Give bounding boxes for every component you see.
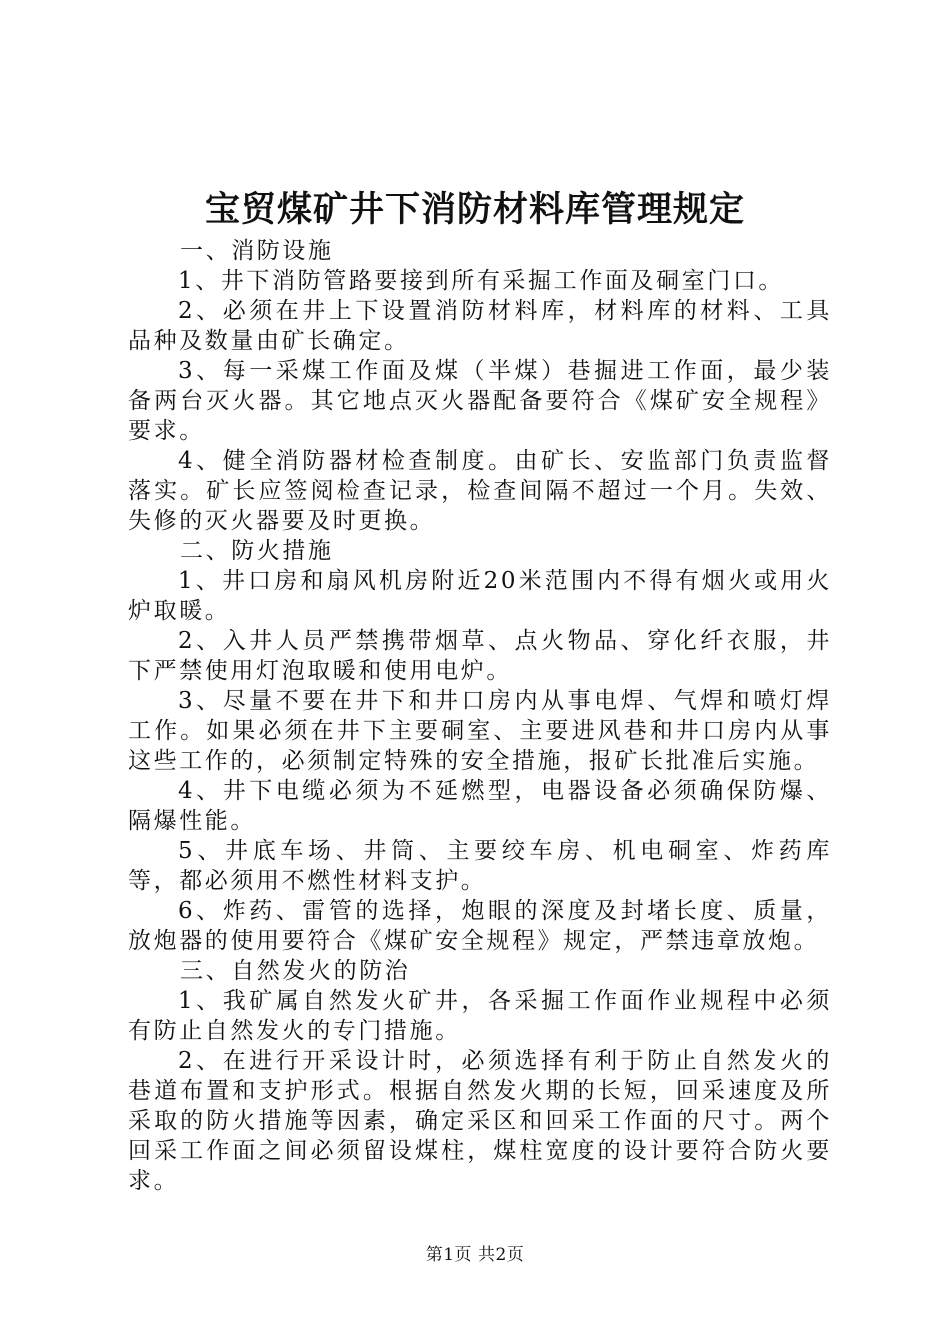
paragraph: 5、井底车场、井筒、主要绞车房、机电硐室、炸药库等，都必须用不燃性材料支护。	[128, 838, 832, 894]
paragraph: 2、在进行开采设计时，必须选择有利于防止自然发火的巷道布置和支护形式。根据自然发火期的长短，回采速度及所采取的防火措施等因素，确定采区和回采工作面的尺寸。两个回采工作面之间必须留设煤柱，煤柱宽度的设计要符合防火要求。	[128, 1048, 832, 1194]
section-heading: 二、防火措施	[180, 538, 334, 564]
paragraph: 3、尽量不要在井下和井口房内从事电焊、气焊和喷灯焊工作。如果必须在井下主要硐室、主要进风巷和井口房内从事这些工作的，必须制定特殊的安全措施，报矿长批准后实施。	[128, 688, 832, 774]
paragraph: 1、我矿属自然发火矿井，各采掘工作面作业规程中必须有防止自然发火的专门措施。	[128, 988, 832, 1044]
paragraph: 4、井下电缆必须为不延燃型，电器设备必须确保防爆、隔爆性能。	[128, 778, 832, 834]
page-number: 第1页 共2页	[425, 1245, 525, 1265]
paragraph: 6、炸药、雷管的选择，炮眼的深度及封堵长度、质量，放炮器的使用要符合《煤矿安全规程》规定，严禁违章放炮。	[128, 898, 832, 954]
document-title: 宝贸煤矿井下消防材料库管理规定	[204, 190, 745, 230]
paragraph: 2、必须在井上下设置消防材料库，材料库的材料、工具品种及数量由矿长确定。	[128, 298, 832, 354]
section-heading: 三、自然发火的防治	[180, 958, 411, 984]
paragraph: 2、入井人员严禁携带烟草、点火物品、穿化纤衣服，井下严禁使用灯泡取暖和使用电炉。	[128, 628, 832, 684]
paragraph: 1、井口房和扇风机房附近20米范围内不得有烟火或用火炉取暖。	[128, 568, 832, 624]
document-body	[128, 236, 832, 1196]
paragraph: 3、每一采煤工作面及煤（半煤）巷掘进工作面，最少装备两台灭火器。其它地点灭火器配备要符合《煤矿安全规程》要求。	[128, 358, 832, 444]
paragraph: 1、井下消防管路要接到所有采掘工作面及硐室门口。	[178, 268, 785, 294]
section-heading: 一、消防设施	[180, 238, 334, 264]
paragraph: 4、健全消防器材检查制度。由矿长、安监部门负责监督落实。矿长应签阅检查记录，检查间隔不超过一个月。失效、失修的灭火器要及时更换。	[128, 448, 832, 534]
